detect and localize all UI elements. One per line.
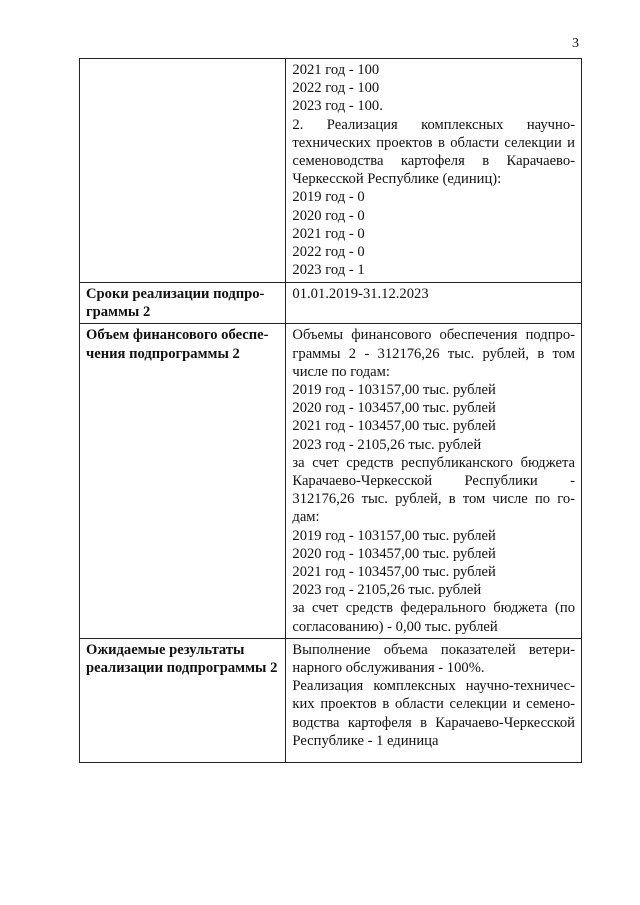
row-value — [286, 324, 582, 638]
label-line: Сроки реализации подпро- — [86, 286, 265, 302]
passport-table — [79, 58, 582, 763]
value-line: 2020 год - 0 — [292, 207, 365, 224]
value-line: за счет средств республиканского бюджета — [292, 454, 575, 471]
table-row — [80, 638, 582, 762]
row-label — [80, 59, 286, 283]
value-line: 2022 год - 0 — [292, 244, 365, 261]
value-line: 2023 год - 1 — [292, 262, 365, 279]
table-row — [80, 59, 582, 283]
value-line: дам: — [292, 509, 320, 526]
value-line: за счет средств федерального бюджета (по — [292, 600, 575, 617]
value-line: технических проектов в области селекции и — [292, 134, 575, 151]
value-line: 2022 год - 100 — [292, 80, 380, 97]
value-line: 2021 год - 103457,00 тыс. рублей — [292, 564, 496, 581]
value-line: Карачаево-Черкесской Республики - — [292, 473, 575, 490]
table-row — [80, 283, 582, 324]
value-line: граммы 2 - 312176,26 тыс. рублей, в том — [292, 345, 575, 362]
row-value — [286, 59, 582, 283]
row-label — [80, 638, 286, 762]
value-line: Реализация комплексных научно-техничес- — [292, 678, 575, 695]
label-line: чения подпрограммы 2 — [86, 345, 240, 362]
value-line: 312176,26 тыс. рублей, в том числе по го- — [292, 491, 575, 508]
value-line: Выполнение объема показателей ветери- — [292, 641, 575, 658]
value-line: согласованию) - 0,00 тыс. рублей — [292, 618, 498, 635]
row-label — [80, 283, 286, 324]
value-line: ких проектов в области селекции и семено- — [292, 696, 575, 713]
table-row — [80, 324, 582, 638]
row-value — [286, 283, 582, 324]
value-line: 01.01.2019-31.12.2023 — [292, 286, 429, 302]
value-line: 2019 год - 0 — [292, 189, 365, 206]
value-line: 2023 год - 2105,26 тыс. рублей — [292, 436, 482, 453]
value-line: 2019 год - 103157,00 тыс. рублей — [292, 527, 496, 544]
label-line: Ожидаемые результаты — [86, 641, 245, 658]
label-line: реализации подпрограммы 2 — [86, 660, 278, 677]
value-line: числе по годам: — [292, 363, 390, 380]
value-line: 2023 год - 2105,26 тыс. рублей — [292, 582, 482, 599]
value-line: Объемы финансового обеспечения подпро- — [292, 327, 575, 344]
row-label — [80, 324, 286, 638]
value-line: 2020 год - 103457,00 тыс. рублей — [292, 400, 496, 417]
value-line: 2021 год - 100 — [292, 62, 380, 78]
value-line: 2021 год - 103457,00 тыс. рублей — [292, 418, 496, 435]
value-line: Республике - 1 единица — [292, 732, 439, 749]
row-value — [286, 638, 582, 762]
value-line: 2. Реализация комплексных научно- — [292, 116, 575, 133]
value-line: Черкесской Республике (единиц): — [292, 171, 502, 188]
value-line: нарного обслуживания - 100%. — [292, 660, 485, 677]
value-line: 2023 год - 100. — [292, 98, 383, 115]
value-line: семеноводства картофеля в Карачаево- — [292, 153, 575, 170]
value-line: 2020 год - 103457,00 тыс. рублей — [292, 545, 496, 562]
label-line: граммы 2 — [86, 304, 151, 321]
label-line: Объем финансового обеспе- — [86, 327, 269, 344]
page-number: 3 — [572, 36, 579, 51]
value-line: 2021 год - 0 — [292, 225, 365, 242]
value-line: водства картофеля в Карачаево-Черкесской — [292, 714, 575, 731]
value-line: 2019 год - 103157,00 тыс. рублей — [292, 382, 496, 399]
